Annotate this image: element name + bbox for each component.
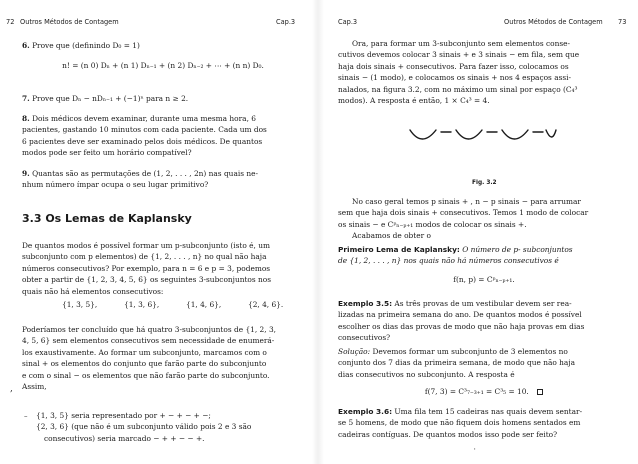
bullet-line: {1, 3, 5} seria representado por + − + − + −; [36, 411, 211, 420]
intro-line: quais não há elementos consecutivos: [22, 286, 164, 296]
explanation-line: Assim, [22, 382, 47, 392]
continuation-line: Ora, para formar um 3-subconjunto sem elementos conse- [352, 39, 571, 48]
lemma-body-line: O número de p- subconjuntos [462, 245, 573, 254]
exercise-9-number: 9. [22, 169, 30, 178]
continuation-line: cutivos devemos colocar 3 sinais + e 3 sinais − em fila, sem que [338, 50, 580, 60]
exercise-6-number: 6. [22, 41, 30, 50]
exercise-8 [22, 113, 304, 159]
exercise-6-text: Prove que (definindo D₀ = 1) [32, 41, 140, 50]
exercise-8-line: modos pode ser feito um horário compatível? [22, 148, 192, 158]
example-3-6-line: Uma fila tem 15 cadeiras nas quais devem sentar- [394, 407, 583, 416]
continuation-line: modos). A resposta é então, 1 × C₄³ = 4. [338, 96, 490, 106]
subset-example: {1, 3, 5}, [62, 300, 98, 309]
running-title-right: Outros Métodos de Contagem [504, 18, 603, 26]
gap-slot [456, 130, 482, 139]
example-3-5-formula [338, 386, 630, 397]
gap-slot [502, 130, 528, 139]
exercise-7 [22, 93, 188, 104]
intro-line: subconjunto com p elementos) de {1, 2, . . . , n} no qual não haja [22, 252, 267, 262]
running-title-left: Outros Métodos de Contagem [20, 18, 119, 26]
chapter-label-right: Cap.3 [338, 18, 358, 26]
subset-example: {1, 3, 6}, [124, 300, 160, 309]
continuation-line: sinais − (1 modo), e colocamos os sinais + nos 4 espaços assi- [338, 73, 572, 83]
intro-line: números consecutivos? Por exemplo, para n = 6 e p = 3, podemos [22, 263, 271, 273]
continuation-paragraph [338, 38, 630, 106]
explanation-line: Poderíamos ter concluído que há quatro 3-subconjuntos de {1, 2, 3, [22, 325, 277, 334]
general-case-paragraph [338, 196, 630, 242]
solution-line: Devemos formar um subconjunto de 3 elementos no [372, 347, 568, 356]
page-number-left: 72 [6, 18, 15, 26]
figure-3-2 [408, 122, 558, 156]
intro-line: De quantos modos é possível formar um p-subconjunto (isto é, um [22, 241, 270, 250]
book-gutter [312, 0, 324, 464]
bullet-line: {2, 3, 6} (que não é um subconjunto válido pois 2 e 3 são [36, 422, 252, 432]
explanation-line: 4, 5, 6} sem elementos consecutivos sem necessidade de enumerá- [22, 336, 275, 346]
lemma-title: Primeiro Lema de Kaplansky: [338, 245, 460, 254]
exercise-8-line: 6 pacientes deve ser examinado pelos dois médicos. De quantos [22, 136, 263, 146]
exercise-7-number: 7. [22, 94, 30, 103]
lemma-body-line: de {1, 2, . . . , n} nos quais não há números consecutivos é [338, 256, 559, 266]
first-kaplansky-lemma [338, 244, 630, 267]
explanation-line: los exaustivamente. Ao formar um subconjunto, marcamos com o [22, 347, 267, 357]
solution-label: Solução: [338, 347, 371, 356]
example-3-5-line: escolher os dias das provas de modo que não haja provas em dias [338, 321, 585, 331]
gap-slot [410, 130, 436, 139]
page-mark: ' [474, 448, 476, 455]
general-case-line: Acabamos de obter o [352, 231, 431, 241]
example-3-5-line: consecutivos? [338, 333, 391, 343]
example-3-6-title: Exemplo 3.6: [338, 407, 393, 416]
general-case-line: No caso geral temos p sinais + , n − p sinais − para arrumar [352, 197, 581, 206]
subset-example: {1, 4, 6}, [186, 300, 222, 309]
lemma-formula: f(n, p) = Cᵖₙ₋ₚ₊₁. [453, 275, 515, 284]
explanation-line: sinal + os elementos do conjunto que farão parte do subconjunto [22, 359, 267, 369]
left-page [0, 0, 312, 464]
exercise-8-line: pacientes, gastando 10 minutos com cada paciente. Cada um dos [22, 125, 267, 135]
general-case-line: sem que haja dois sinais + consecutivos. Temos 1 modo de colocar [338, 208, 589, 218]
page-number-right: 73 [618, 18, 627, 26]
bullet-list [36, 410, 304, 444]
exercise-9-line: nhum número ímpar ocupa o seu lugar primitivo? [22, 180, 209, 190]
intro-paragraph [22, 240, 304, 297]
example-3-5-line: As três provas de um vestibular devem ser rea- [394, 299, 572, 308]
exercise-8-line: Dois médicos devem examinar, durante uma mesma hora, 6 [32, 114, 256, 123]
exercise-7-text: Prove que Dₙ − nDₙ₋₁ + (−1)ⁿ para n ≥ 2. [32, 94, 189, 103]
exercise-6-formula: n! = (n 0) Dₙ + (n 1) Dₙ₋₁ + (n 2) Dₙ₋₂ + ⋯ + (n n) D₀. [62, 61, 264, 70]
example-3-5 [338, 298, 630, 344]
bullet-line: consecutivos) seria marcado − + + − − +. [44, 433, 205, 443]
right-page [324, 0, 638, 464]
end-of-proof-square [537, 389, 543, 395]
solution-line: conjunto dos 7 dias da primeira semana, de modo que não haja [338, 358, 576, 368]
example-3-6-line: se 5 homens, de modo que não fiquem dois homens sentados em [338, 418, 581, 428]
intro-line: obter a partir de {1, 2, 3, 4, 5, 6} os seguintes 3-subconjuntos nos [22, 275, 272, 285]
solution-line: dias consecutivos no subconjunto. A resposta é [338, 369, 515, 379]
exercise-9 [22, 168, 304, 191]
example-3-6-line: cadeiras contíguas. De quantos modos isso pode ser feito? [338, 429, 558, 439]
example-3-5-answer: f(7, 3) = C³₇₋₃₊₁ = C³₅ = 10. [424, 387, 529, 396]
example-3-5-line: lizadas na primeira semana do ano. De quantos modos é possível [338, 310, 582, 320]
explanation-paragraph [22, 324, 304, 392]
exercise-8-number: 8. [22, 114, 30, 123]
figure-caption: Fig. 3.2 [472, 180, 497, 186]
subset-example: {2, 4, 6}. [248, 300, 284, 309]
margin-mark: , [10, 384, 13, 394]
continuation-line: nalados, na figura 3.2, com no máximo um sinal por espaço (C₄³ [338, 84, 578, 94]
continuation-line: haja dois sinais + consecutivos. Para fazer isso, colocamos os [338, 61, 569, 71]
bullet-dash: – [24, 412, 28, 420]
exercise-9-line: Quantas são as permutações de (1, 2, . . . , 2n) nas quais ne- [32, 169, 258, 178]
chapter-label-left: Cap.3 [276, 18, 296, 26]
exercise-6 [22, 40, 140, 51]
explanation-line: e com o sinal − os elementos que não farão parte do subconjunto. [22, 370, 270, 380]
general-case-line: os sinais − e Cᵖₙ₋ₚ₊₁ modos de colocar os sinais +. [338, 219, 527, 229]
example-3-5-title: Exemplo 3.5: [338, 299, 393, 308]
section-title: 3.3 Os Lemas de Kaplansky [22, 212, 192, 225]
gap-slot [546, 130, 556, 137]
example-3-6 [338, 406, 630, 440]
example-3-5-solution [338, 346, 630, 380]
